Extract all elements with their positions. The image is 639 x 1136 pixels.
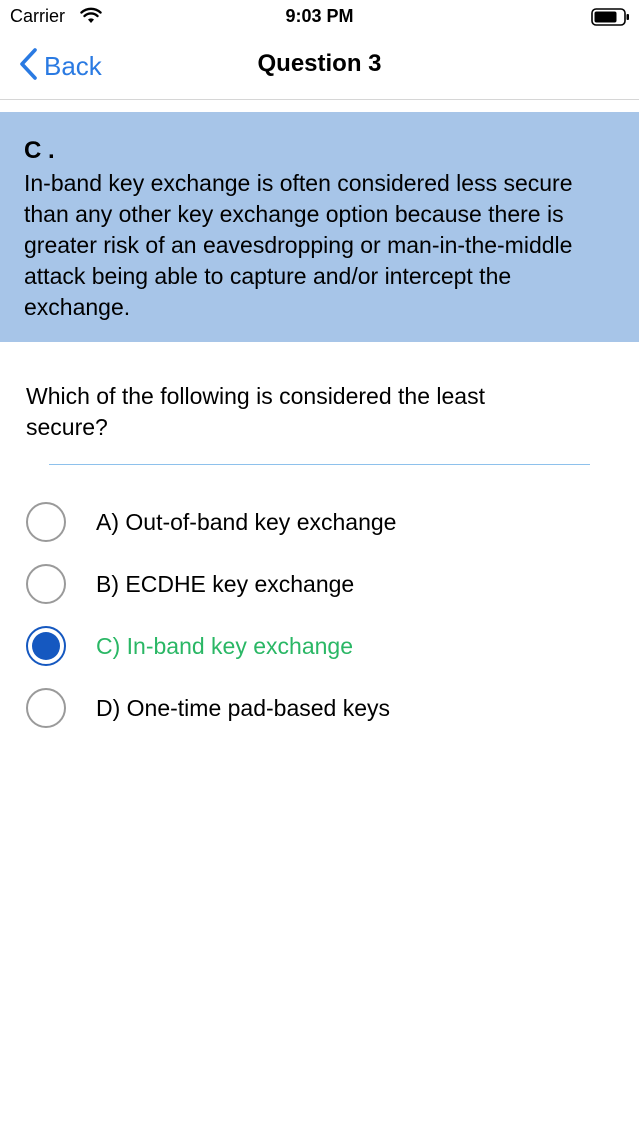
radio-button-selected[interactable] bbox=[26, 626, 66, 666]
answer-explanation-panel bbox=[0, 112, 639, 342]
option-label: A) Out-of-band key exchange bbox=[96, 508, 397, 535]
status-bar bbox=[0, 0, 639, 34]
back-label: Back bbox=[44, 50, 102, 81]
divider bbox=[49, 464, 590, 465]
page-title: Question 3 bbox=[257, 50, 382, 77]
navigation-bar bbox=[0, 34, 639, 100]
battery-icon bbox=[591, 8, 631, 31]
option-b[interactable] bbox=[26, 562, 606, 606]
option-label: D) One-time pad-based keys bbox=[96, 694, 391, 721]
option-a[interactable] bbox=[26, 500, 606, 544]
option-d[interactable] bbox=[26, 686, 606, 730]
radio-button[interactable] bbox=[26, 502, 66, 542]
carrier-label: Carrier bbox=[10, 6, 66, 26]
question-text: Which of the following is considered the least secure? bbox=[26, 383, 485, 440]
option-label: B) ECDHE key exchange bbox=[96, 570, 355, 597]
answer-explanation: In-band key exchange is often considered less secure than any other key exchange option because there is greater risk of an eavesdropping or man-in-the-middle attack being able to capture and/or intercept the exchange. bbox=[24, 170, 573, 320]
radio-button[interactable] bbox=[26, 564, 66, 604]
radio-selected-dot bbox=[32, 632, 60, 660]
status-time: 9:03 PM bbox=[285, 6, 354, 26]
option-c[interactable] bbox=[26, 624, 606, 668]
answer-letter: C . bbox=[24, 137, 55, 164]
option-label-correct: C) In-band key exchange bbox=[96, 632, 353, 659]
radio-button[interactable] bbox=[26, 688, 66, 728]
